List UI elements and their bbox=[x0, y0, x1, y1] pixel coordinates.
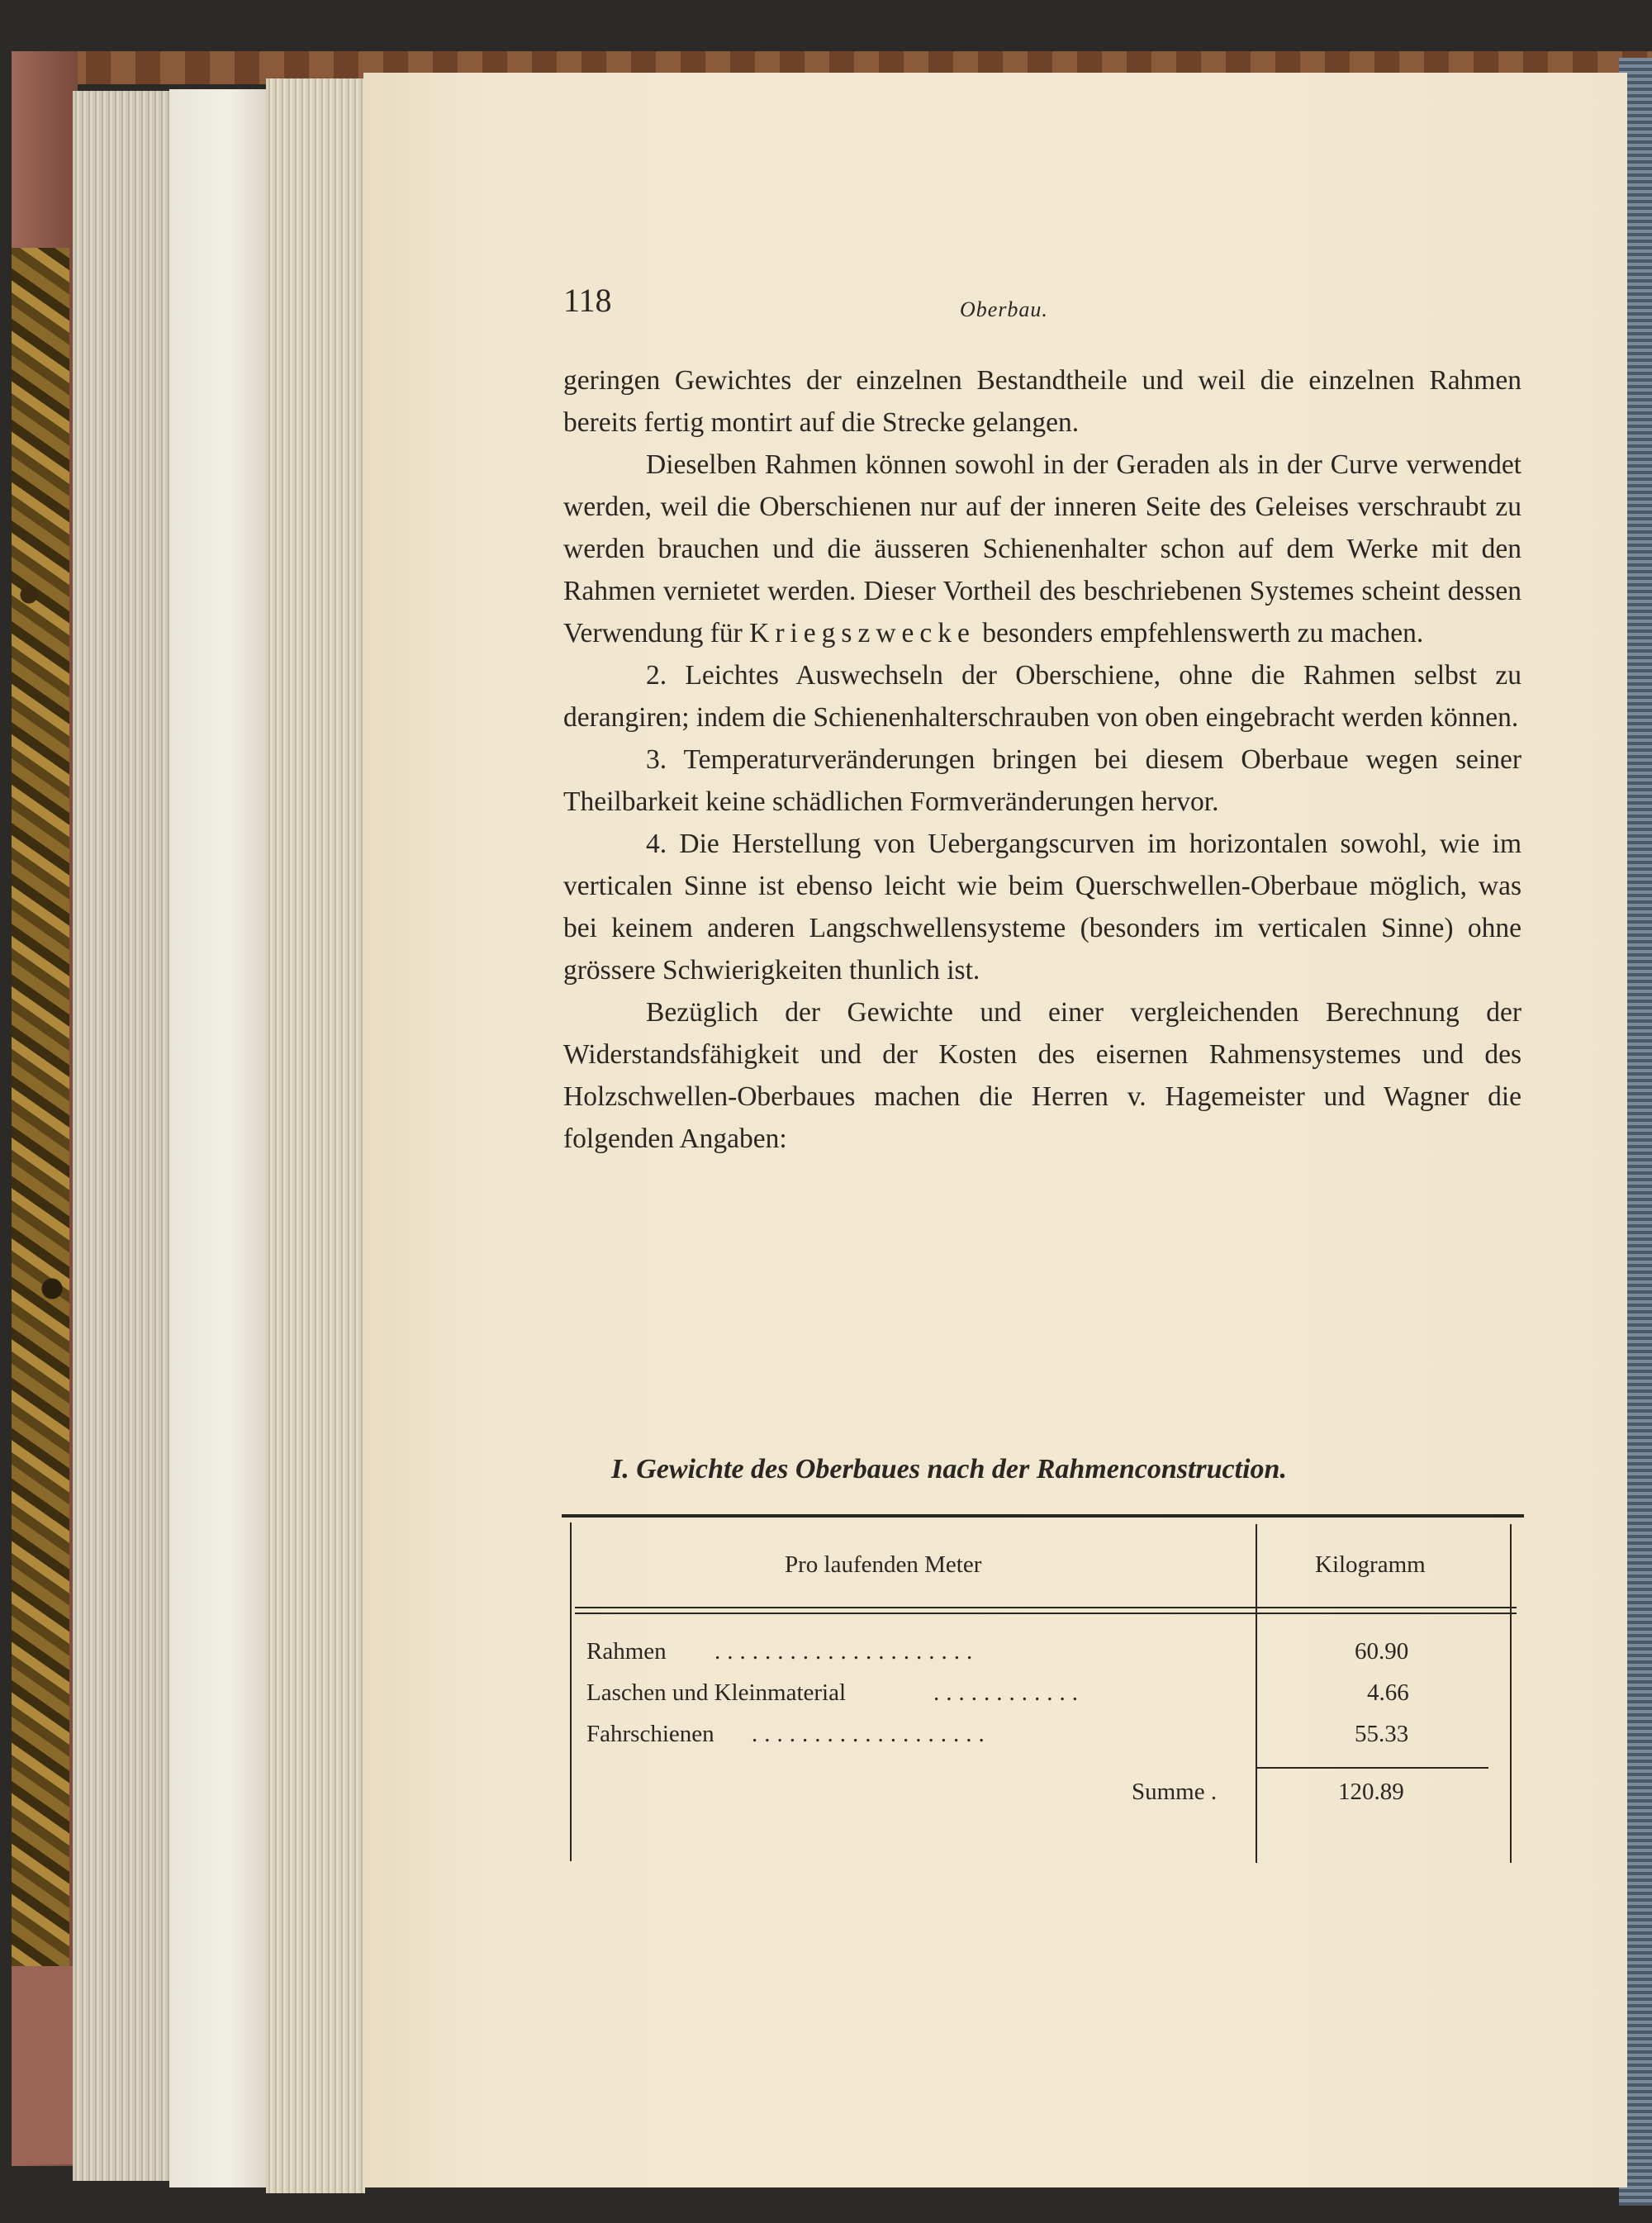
paragraph-5: 4. Die Herstellung von Uebergangscurven im horizontalen sowohl, wie im verticalen Sinne ist ebenso leicht wie beim Querschwellen-Oberbaue möglich, was bei keinem anderen Langschwellensysteme (besonders im verticalen Sinne) ohne grössere Schwierigkeiten thunlich ist. bbox=[563, 829, 1521, 986]
paragraph-4: 3. Temperaturveränderungen bringen bei diesem Oberbaue wegen seiner Theilbarkeit keine schädlichen Formveränderungen hervor. bbox=[563, 744, 1521, 817]
blank-leaf bbox=[169, 89, 268, 2187]
table-middle-rule bbox=[1256, 1524, 1257, 1863]
table-row-label: Rahmen bbox=[586, 1638, 667, 1665]
table-header-kilogramm: Kilogramm bbox=[1315, 1551, 1426, 1578]
table-right-rule bbox=[1510, 1524, 1512, 1863]
paragraph-2-tail: besonders empfehlenswerth zu machen. bbox=[982, 618, 1424, 648]
paragraph-6: Bezüglich der Gewichte und einer vergleichenden Berechnung der Widerstandsfähigkeit und der Kosten des eisernen Rahmensystemes und des Holzschwellen-Oberbaues machen die Herren v. Hagemeister und Wagner die folgenden Angaben: bbox=[563, 997, 1521, 1154]
table-row-value: 4.66 bbox=[1367, 1679, 1409, 1706]
table-sum-rule bbox=[1257, 1767, 1488, 1769]
leader-dots: ............ bbox=[933, 1679, 1085, 1706]
table-row-value: 55.33 bbox=[1355, 1721, 1409, 1747]
page-number: 118 bbox=[563, 282, 612, 319]
table-row-value: 60.90 bbox=[1355, 1638, 1409, 1665]
table-header-rule-1 bbox=[575, 1607, 1517, 1608]
page-stack-left bbox=[73, 91, 172, 2181]
paragraph-2 bbox=[563, 444, 1521, 654]
leader-dots: ..................... bbox=[714, 1638, 980, 1665]
table-row-label: Laschen und Kleinmaterial bbox=[586, 1679, 847, 1706]
table-header-rule-2 bbox=[575, 1613, 1517, 1614]
paragraph-2-text: Dieselben Rahmen können sowohl in der Geraden als in der Curve verwendet werden, weil die Oberschienen nur auf der inneren Seite des Geleises verschraubt zu werden brauchen und die äusseren Schienenhalter schon auf dem Werke mit den Rahmen vernietet werden. Dieser Vortheil des beschriebenen Systemes scheint dessen Verwendung für bbox=[563, 449, 1521, 648]
table-sum-value: 120.89 bbox=[1338, 1779, 1404, 1805]
table-sum-label: Summe . bbox=[1132, 1779, 1218, 1805]
table-caption: I. Gewichte des Oberbaues nach der Rahmenconstruction. bbox=[611, 1454, 1287, 1484]
paragraph-3: 2. Leichtes Auswechseln der Oberschiene, ohne die Rahmen selbst zu derangiren; indem die Schienenhalterschrauben von oben eingebracht werden können. bbox=[563, 660, 1521, 733]
table-top-rule bbox=[562, 1514, 1524, 1518]
weights-table bbox=[562, 1514, 1524, 1865]
table-header-meter: Pro laufenden Meter bbox=[785, 1551, 982, 1578]
leader-dots: ................... bbox=[752, 1721, 991, 1747]
running-title: Oberbau. bbox=[960, 297, 1048, 321]
body-text bbox=[563, 359, 1521, 1160]
paragraph-1: geringen Gewichtes der einzelnen Bestandtheile und weil die einzelnen Rahmen bereits fertig montirt auf die Strecke gelangen. bbox=[563, 365, 1521, 438]
page-stack-right bbox=[266, 78, 365, 2193]
table-row-label: Fahrschienen bbox=[586, 1721, 714, 1747]
table-left-rule bbox=[570, 1522, 572, 1861]
spaced-word: Kriegszwecke bbox=[749, 618, 976, 648]
marbled-edge bbox=[12, 248, 69, 1983]
book-binding-left-bottom bbox=[12, 1966, 78, 2164]
